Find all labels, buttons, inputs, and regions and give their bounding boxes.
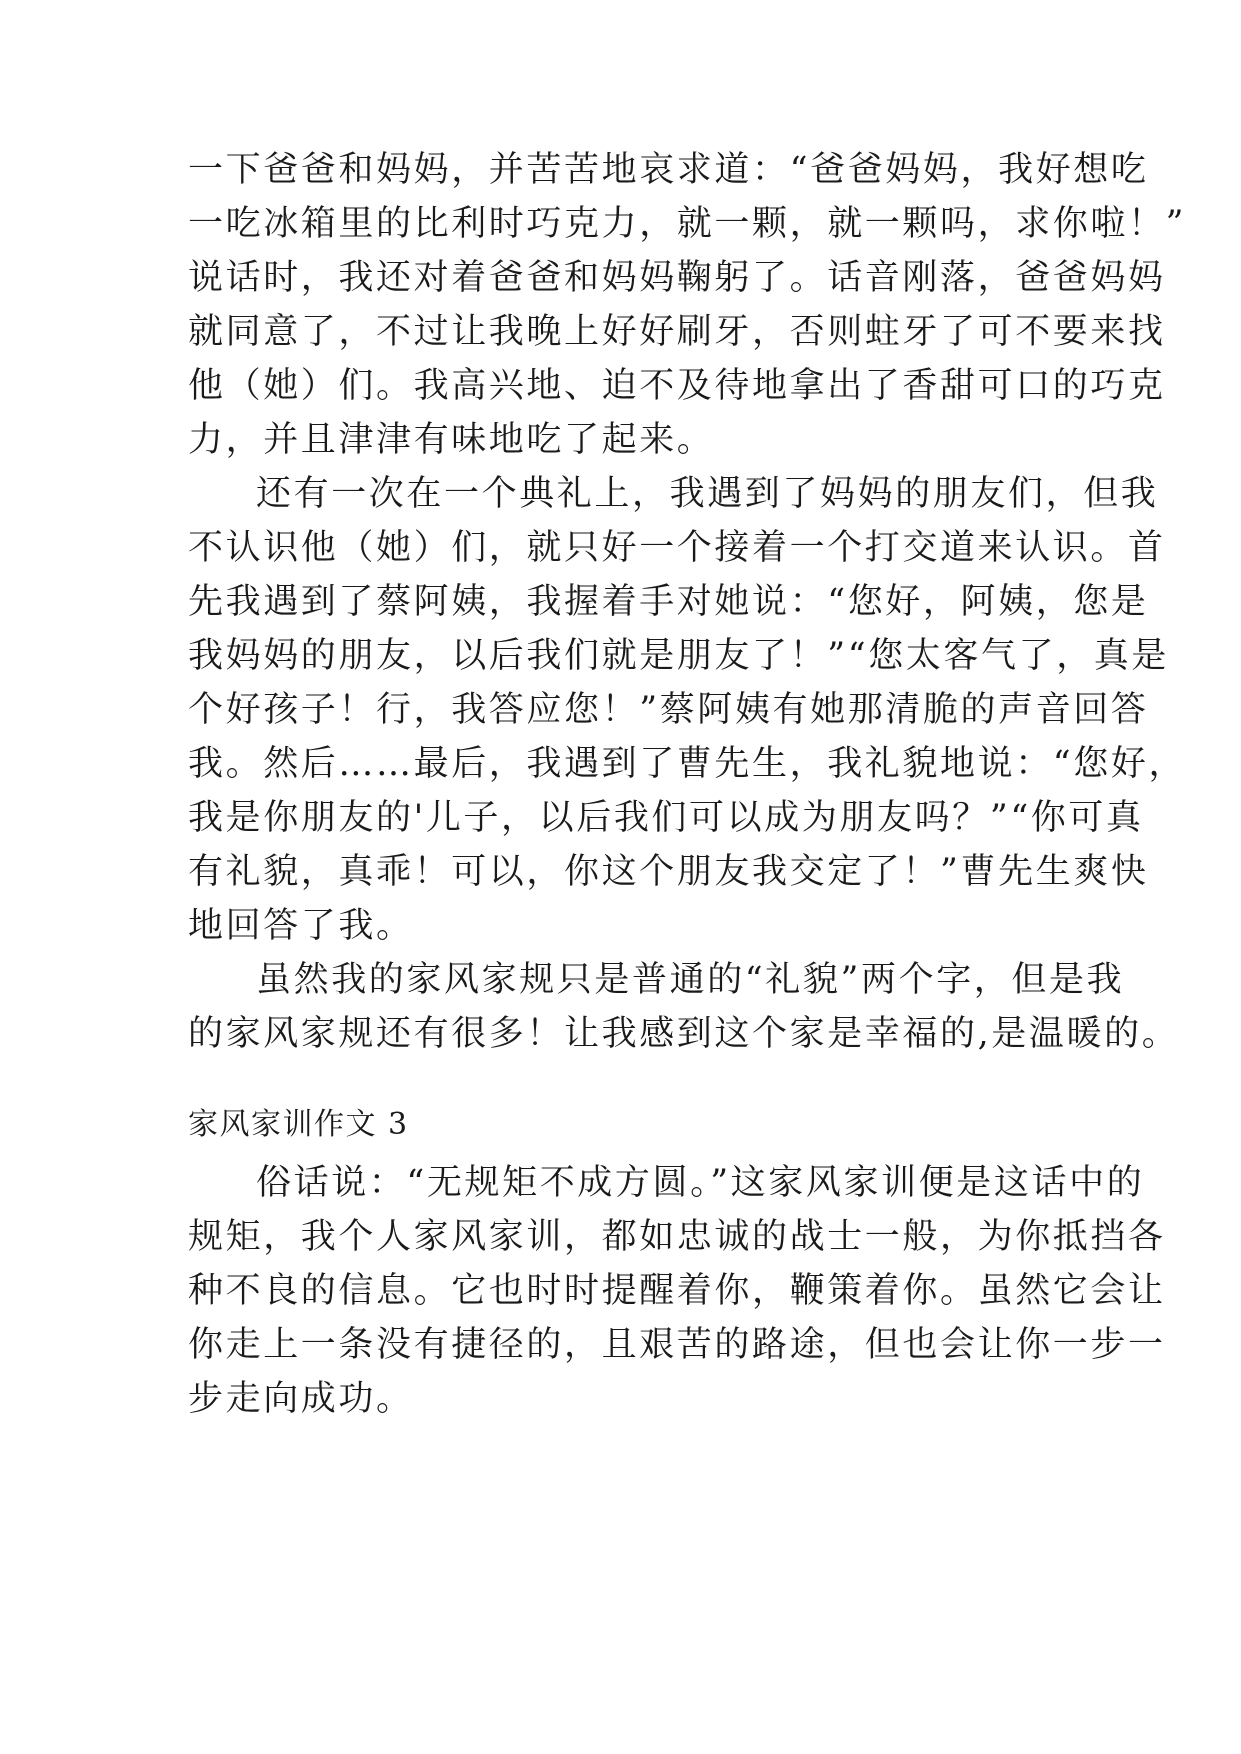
paragraph-line: 一吃冰箱里的比利时巧克力，就一颗，就一颗吗，求你啦！” [188, 204, 1187, 244]
paragraph-line: 地回答了我。 [188, 906, 414, 946]
paragraph-line: 力，并且津津有味地吃了起来。 [188, 420, 715, 460]
paragraph-line: 个好孩子！行，我答应您！”蔡阿姨有她那清脆的声音回答 [188, 690, 1149, 730]
paragraph-line: 不认识他（她）们，就只好一个接着一个打交道来认识。首 [188, 528, 1166, 568]
section-heading: 家风家训作文 3 [188, 1107, 409, 1142]
paragraph-line: 就同意了，不过让我晚上好好刷牙，否则蛀牙了可不要来找 [188, 312, 1166, 352]
paragraph-line: 种不良的信息。它也时时提醒着你，鞭策着你。虽然它会让 [188, 1271, 1166, 1311]
paragraph-line: 我。然后……最后，我遇到了曹先生，我礼貌地说：“您好， [188, 744, 1187, 784]
paragraph-line: 我妈妈的朋友，以后我们就是朋友了！”“您太客气了，真是 [188, 636, 1169, 676]
paragraph-line: 他（她）们。我高兴地、迫不及待地拿出了香甜可口的巧克 [188, 366, 1166, 406]
paragraph-line: 你走上一条没有捷径的，且艰苦的路途，但也会让你一步一 [188, 1325, 1166, 1365]
paragraph-line: 先我遇到了蔡阿姨，我握着手对她说：“您好，阿姨，您是 [188, 582, 1149, 622]
paragraph-line: 规矩，我个人家风家训，都如忠诚的战士一般，为你抵挡各 [188, 1217, 1166, 1257]
paragraph-line: 一下爸爸和妈妈，并苦苦地哀求道：“爸爸妈妈，我好想吃 [188, 150, 1149, 190]
paragraph-line: 步走向成功。 [188, 1379, 414, 1419]
paragraph-line: 还有一次在一个典礼上，我遇到了妈妈的朋友们，但我 [256, 474, 1159, 514]
paragraph-line: 我是你朋友的'儿子，以后我们可以成为朋友吗？”“你可真 [188, 798, 1144, 838]
paragraph-line: 说话时，我还对着爸爸和妈妈鞠躬了。话音刚落，爸爸妈妈 [188, 258, 1166, 298]
paragraph-line: 有礼貌，真乖！可以，你这个朋友我交定了！”曹先生爽快 [188, 852, 1149, 892]
paragraph-line: 俗话说：“无规矩不成方圆。”这家风家训便是这话中的 [256, 1163, 1145, 1203]
paragraph-line: 的家风家规还有很多！让我感到这个家是幸福的,是温暖的。 [188, 1014, 1180, 1054]
paragraph-line: 虽然我的家风家规只是普通的“礼貌”两个字，但是我 [256, 960, 1125, 1000]
